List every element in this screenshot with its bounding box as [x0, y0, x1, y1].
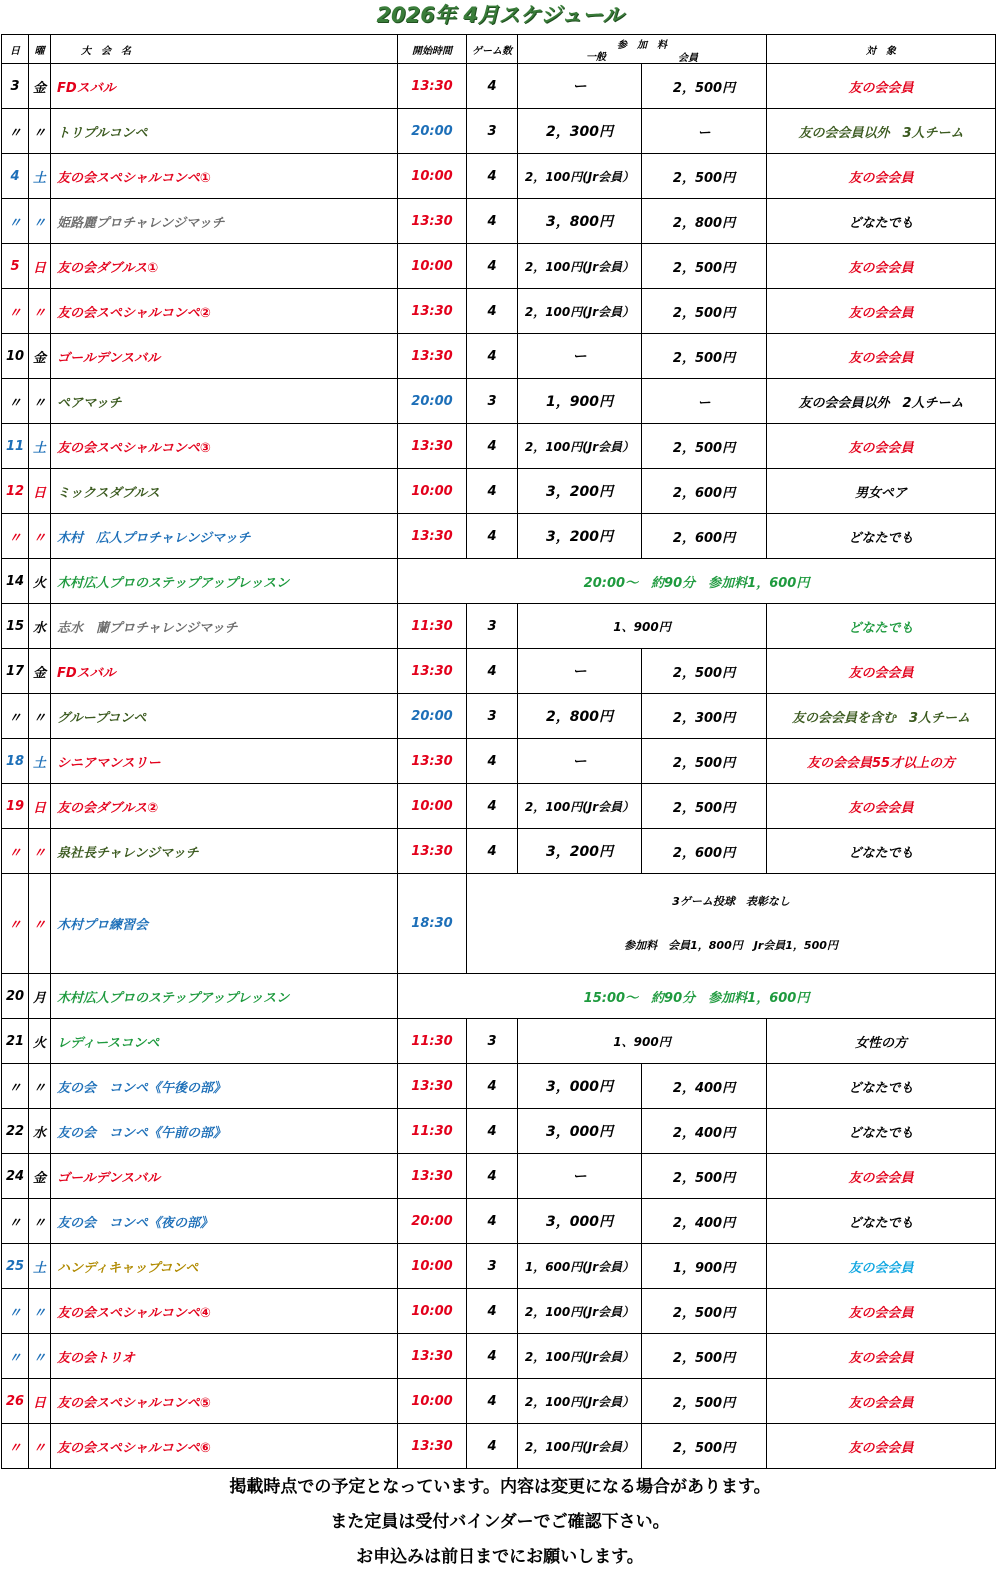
fee-member-cell: 2，600円	[642, 829, 767, 874]
start-time-cell: 10:00	[398, 1379, 467, 1424]
weekday-cell: 水	[29, 1109, 51, 1154]
day-cell: 〃	[2, 109, 29, 154]
weekday-cell: 日	[29, 244, 51, 289]
event-name-cell: 志水 蘭プロチャレンジマッチ	[51, 604, 398, 649]
start-time-cell: 10:00	[398, 1289, 467, 1334]
event-name-cell: 友の会スペシャルコンペ③	[51, 424, 398, 469]
weekday-cell: 〃	[29, 109, 51, 154]
start-time-cell: 10:00	[398, 154, 467, 199]
weekday-cell: 〃	[29, 199, 51, 244]
table-row	[2, 334, 996, 379]
day-cell: 〃	[2, 514, 29, 559]
fee-general-cell: 2，100円(Jr会員）	[518, 1424, 642, 1469]
start-time-cell: 13:30	[398, 1154, 467, 1199]
games-cell: 4	[467, 1424, 518, 1469]
target-cell: 女性の方	[767, 1019, 996, 1064]
start-time-cell: 18:30	[398, 874, 467, 974]
target-cell: どなたでも	[767, 1199, 996, 1244]
fee-general-cell: ー	[518, 1154, 642, 1199]
weekday-cell: 日	[29, 469, 51, 514]
header-target: 対 象	[767, 35, 996, 64]
day-cell: 〃	[2, 1424, 29, 1469]
weekday-cell: 土	[29, 424, 51, 469]
day-cell: 18	[2, 739, 29, 784]
fee-general-cell: 2，100円(Jr会員）	[518, 784, 642, 829]
table-row	[2, 244, 996, 289]
table-row	[2, 469, 996, 514]
games-cell: 4	[467, 1199, 518, 1244]
schedule-rows	[2, 64, 996, 1469]
day-cell: 24	[2, 1154, 29, 1199]
table-row	[2, 694, 996, 739]
start-time-cell: 20:00	[398, 109, 467, 154]
target-cell: どなたでも	[767, 1109, 996, 1154]
table-row	[2, 1289, 996, 1334]
games-cell: 4	[467, 1064, 518, 1109]
start-time-cell: 13:30	[398, 739, 467, 784]
start-time-cell: 10:00	[398, 244, 467, 289]
games-cell: 4	[467, 1334, 518, 1379]
day-cell: 〃	[2, 694, 29, 739]
fee-general-cell: ー	[518, 64, 642, 109]
event-name-cell: 友の会スペシャルコンペ①	[51, 154, 398, 199]
day-cell: 5	[2, 244, 29, 289]
start-time-cell: 13:30	[398, 289, 467, 334]
day-cell: 20	[2, 974, 29, 1019]
day-cell: 〃	[2, 1199, 29, 1244]
fee-general-cell: ー	[518, 649, 642, 694]
start-time-cell: 13:30	[398, 829, 467, 874]
table-row	[2, 874, 996, 974]
fee-general-cell: 3，200円	[518, 829, 642, 874]
games-cell: 4	[467, 199, 518, 244]
fee-member-cell: 2，300円	[642, 694, 767, 739]
event-name-cell: 木村広人プロのステップアップレッスン	[51, 559, 398, 604]
fee-member-cell: 2，500円	[642, 289, 767, 334]
fee-general-cell: 2，100円(Jr会員）	[518, 424, 642, 469]
day-cell: 11	[2, 424, 29, 469]
games-cell: 4	[467, 739, 518, 784]
fee-general-cell: 2，100円(Jr会員）	[518, 154, 642, 199]
event-name-cell: 友の会 コンペ《夜の部》	[51, 1199, 398, 1244]
target-cell: どなたでも	[767, 1064, 996, 1109]
fee-general-cell: ー	[518, 739, 642, 784]
target-cell: 友の会会員を含む 3人チーム	[767, 694, 996, 739]
games-cell: 4	[467, 469, 518, 514]
header-fee-member: 会員	[678, 53, 698, 64]
games-cell: 4	[467, 829, 518, 874]
fee-cell: 1、900円	[518, 604, 767, 649]
table-row	[2, 1334, 996, 1379]
weekday-cell: 火	[29, 1019, 51, 1064]
fee-member-cell: 2，500円	[642, 784, 767, 829]
day-cell: 〃	[2, 1064, 29, 1109]
fee-member-cell: 2，400円	[642, 1064, 767, 1109]
table-row	[2, 199, 996, 244]
target-cell: 友の会会員	[767, 154, 996, 199]
table-row	[2, 739, 996, 784]
table-row	[2, 109, 996, 154]
day-cell: 〃	[2, 199, 29, 244]
fee-general-cell: 3，000円	[518, 1064, 642, 1109]
fee-general-cell: 3，000円	[518, 1199, 642, 1244]
spacer	[467, 913, 995, 935]
games-cell: 3	[467, 379, 518, 424]
header-fee-title: 参 加 料	[617, 40, 667, 51]
fee-member-cell: 2，800円	[642, 199, 767, 244]
start-time-cell: 13:30	[398, 64, 467, 109]
note-line-3: お申込みは前日までにお願いします。	[356, 1547, 644, 1567]
event-name-cell: シニアマンスリー	[51, 739, 398, 784]
weekday-cell: 〃	[29, 829, 51, 874]
fee-member-cell: 2，500円	[642, 334, 767, 379]
games-cell: 4	[467, 1154, 518, 1199]
day-cell: 〃	[2, 379, 29, 424]
event-name-cell: ゴールデンスバル	[51, 334, 398, 379]
target-cell: どなたでも	[767, 199, 996, 244]
fee-general-cell: 3，200円	[518, 514, 642, 559]
lesson-info-cell: 15:00～ 約90分 参加料1，600円	[398, 974, 996, 1019]
event-name-cell: ハンディキャップコンペ	[51, 1244, 398, 1289]
fee-member-cell: ー	[642, 379, 767, 424]
practice-note-2: 参加料 会員1，800円 Jr会員1，500円	[624, 938, 838, 952]
fee-member-cell: 2，500円	[642, 1334, 767, 1379]
header-fee	[518, 35, 767, 64]
fee-member-cell: 2，500円	[642, 1289, 767, 1334]
games-cell: 4	[467, 424, 518, 469]
event-name-cell: ゴールデンスバル	[51, 1154, 398, 1199]
fee-general-cell: 2，800円	[518, 694, 642, 739]
weekday-cell: 〃	[29, 514, 51, 559]
fee-general-cell: 2，300円	[518, 109, 642, 154]
games-cell: 4	[467, 334, 518, 379]
event-name-cell: FDスバル	[51, 64, 398, 109]
weekday-cell: 月	[29, 974, 51, 1019]
weekday-cell: 〃	[29, 289, 51, 334]
games-cell: 3	[467, 1019, 518, 1064]
weekday-cell: 〃	[29, 1334, 51, 1379]
fee-general-cell: ー	[518, 334, 642, 379]
target-cell: 友の会会員	[767, 64, 996, 109]
start-time-cell: 10:00	[398, 469, 467, 514]
day-cell: 〃	[2, 289, 29, 334]
day-cell: 〃	[2, 874, 29, 974]
day-cell: 〃	[2, 1334, 29, 1379]
games-cell: 4	[467, 514, 518, 559]
games-cell: 4	[467, 64, 518, 109]
fee-general-cell: 2，100円(Jr会員）	[518, 1334, 642, 1379]
target-cell: どなたでも	[767, 829, 996, 874]
games-cell: 4	[467, 1289, 518, 1334]
weekday-cell: 〃	[29, 1199, 51, 1244]
schedule-table	[1, 34, 996, 1469]
target-cell: どなたでも	[767, 604, 996, 649]
day-cell: 3	[2, 64, 29, 109]
table-row	[2, 1109, 996, 1154]
games-cell: 4	[467, 154, 518, 199]
fee-member-cell: 2，500円	[642, 424, 767, 469]
table-row	[2, 1379, 996, 1424]
event-name-cell: 友の会スペシャルコンペ②	[51, 289, 398, 334]
event-name-cell: 姫路麗プロチャレンジマッチ	[51, 199, 398, 244]
start-time-cell: 20:00	[398, 694, 467, 739]
games-cell: 4	[467, 244, 518, 289]
event-name-cell: 友の会 コンペ《午前の部》	[51, 1109, 398, 1154]
start-time-cell: 13:30	[398, 334, 467, 379]
weekday-cell: 〃	[29, 694, 51, 739]
start-time-cell: 11:30	[398, 1109, 467, 1154]
weekday-cell: 〃	[29, 1424, 51, 1469]
table-row	[2, 1424, 996, 1469]
target-cell: 友の会会員	[767, 1244, 996, 1289]
games-cell: 4	[467, 289, 518, 334]
table-row	[2, 379, 996, 424]
fee-member-cell: 2，500円	[642, 649, 767, 694]
note-line-2: また定員は受付バインダーでご確認下さい。	[330, 1512, 670, 1532]
fee-general-cell: 3，200円	[518, 469, 642, 514]
weekday-cell: 火	[29, 559, 51, 604]
event-name-cell: 友の会 コンペ《午後の部》	[51, 1064, 398, 1109]
fee-member-cell: 2，500円	[642, 64, 767, 109]
start-time-cell: 13:30	[398, 1334, 467, 1379]
header-fee-general: 一般	[586, 52, 606, 63]
practice-info-cell	[467, 874, 996, 974]
day-cell: 25	[2, 1244, 29, 1289]
weekday-cell: 水	[29, 604, 51, 649]
table-row	[2, 604, 996, 649]
event-name-cell: 木村 広人プロチャレンジマッチ	[51, 514, 398, 559]
target-cell: 友の会会員	[767, 649, 996, 694]
day-cell: 4	[2, 154, 29, 199]
start-time-cell: 10:00	[398, 784, 467, 829]
day-cell: 〃	[2, 829, 29, 874]
event-name-cell: ペアマッチ	[51, 379, 398, 424]
day-cell: 10	[2, 334, 29, 379]
games-cell: 4	[467, 649, 518, 694]
target-cell: 友の会会員	[767, 1379, 996, 1424]
weekday-cell: 金	[29, 334, 51, 379]
table-row	[2, 974, 996, 1019]
start-time-cell: 13:30	[398, 199, 467, 244]
event-name-cell: 友の会ダブルス①	[51, 244, 398, 289]
event-name-cell: 泉社長チャレンジマッチ	[51, 829, 398, 874]
event-name-cell: トリプルコンペ	[51, 109, 398, 154]
event-name-cell: 友の会ダブルス②	[51, 784, 398, 829]
event-name-cell: FDスバル	[51, 649, 398, 694]
games-cell: 3	[467, 604, 518, 649]
notes	[0, 1470, 1000, 1575]
day-cell: 19	[2, 784, 29, 829]
table-row	[2, 64, 996, 109]
header-start-time: 開始時間	[398, 35, 467, 64]
fee-member-cell: ー	[642, 109, 767, 154]
weekday-cell: 〃	[29, 379, 51, 424]
table-row	[2, 829, 996, 874]
fee-member-cell: 2，600円	[642, 469, 767, 514]
start-time-cell: 11:30	[398, 1019, 467, 1064]
target-cell: 友の会会員以外 2人チーム	[767, 379, 996, 424]
start-time-cell: 13:30	[398, 424, 467, 469]
start-time-cell: 13:30	[398, 1064, 467, 1109]
target-cell: 友の会会員	[767, 1154, 996, 1199]
target-cell: 友の会会員	[767, 784, 996, 829]
table-row	[2, 1019, 996, 1064]
page-title: 2026年 4月スケジュール	[376, 3, 624, 27]
event-name-cell: ミックスダブルス	[51, 469, 398, 514]
event-name-cell: 木村広人プロのステップアップレッスン	[51, 974, 398, 1019]
fee-general-cell: 1，900円	[518, 379, 642, 424]
start-time-cell: 11:30	[398, 604, 467, 649]
table-row	[2, 649, 996, 694]
start-time-cell: 10:00	[398, 1244, 467, 1289]
practice-note-1: 3ゲーム投球 表彰なし	[672, 894, 790, 908]
table-row	[2, 514, 996, 559]
weekday-cell: 土	[29, 1244, 51, 1289]
target-cell: 友の会会員	[767, 334, 996, 379]
weekday-cell: 〃	[29, 1289, 51, 1334]
event-name-cell: 友の会トリオ	[51, 1334, 398, 1379]
table-row	[2, 559, 996, 604]
target-cell: 友の会会員	[767, 289, 996, 334]
start-time-cell: 13:30	[398, 1424, 467, 1469]
target-cell: どなたでも	[767, 514, 996, 559]
games-cell: 4	[467, 784, 518, 829]
games-cell: 3	[467, 1244, 518, 1289]
table-row	[2, 784, 996, 829]
weekday-cell: 土	[29, 739, 51, 784]
target-cell: 友の会会員55才以上の方	[767, 739, 996, 784]
event-name-cell: 友の会スペシャルコンペ④	[51, 1289, 398, 1334]
fee-member-cell: 2，500円	[642, 1154, 767, 1199]
day-cell: 21	[2, 1019, 29, 1064]
lesson-info-cell: 20:00～ 約90分 参加料1，600円	[398, 559, 996, 604]
day-cell: 26	[2, 1379, 29, 1424]
start-time-cell: 13:30	[398, 649, 467, 694]
fee-member-cell: 2，400円	[642, 1109, 767, 1154]
target-cell: 友の会会員	[767, 424, 996, 469]
day-cell: 17	[2, 649, 29, 694]
fee-general-cell: 2，100円(Jr会員）	[518, 1379, 642, 1424]
fee-general-cell: 2，100円(Jr会員）	[518, 1289, 642, 1334]
fee-general-cell: 2，100円(Jr会員）	[518, 289, 642, 334]
header-weekday: 曜	[29, 35, 51, 64]
target-cell: 男女ペア	[767, 469, 996, 514]
target-cell: 友の会会員	[767, 1334, 996, 1379]
table-row	[2, 424, 996, 469]
day-cell: 〃	[2, 1289, 29, 1334]
fee-general-cell: 3，000円	[518, 1109, 642, 1154]
header-games: ゲーム数	[467, 35, 518, 64]
event-name-cell: 友の会スペシャルコンペ⑤	[51, 1379, 398, 1424]
table-row	[2, 1154, 996, 1199]
day-cell: 22	[2, 1109, 29, 1154]
fee-member-cell: 2，500円	[642, 244, 767, 289]
games-cell: 3	[467, 694, 518, 739]
fee-general-cell: 2，100円(Jr会員）	[518, 244, 642, 289]
start-time-cell: 13:30	[398, 514, 467, 559]
fee-general-cell: 3，800円	[518, 199, 642, 244]
target-cell: 友の会会員	[767, 1424, 996, 1469]
table-row	[2, 289, 996, 334]
day-cell: 14	[2, 559, 29, 604]
event-name-cell: 木村プロ練習会	[51, 874, 398, 974]
fee-member-cell: 2，600円	[642, 514, 767, 559]
fee-cell: 1、900円	[518, 1019, 767, 1064]
weekday-cell: 日	[29, 784, 51, 829]
day-cell: 12	[2, 469, 29, 514]
event-name-cell: レディースコンペ	[51, 1019, 398, 1064]
note-line-1: 掲載時点での予定となっています。内容は変更になる場合があります。	[229, 1477, 771, 1497]
table-header	[2, 35, 996, 64]
fee-member-cell: 2，500円	[642, 154, 767, 199]
start-time-cell: 20:00	[398, 1199, 467, 1244]
games-cell: 3	[467, 109, 518, 154]
fee-member-cell: 2，500円	[642, 1379, 767, 1424]
weekday-cell: 〃	[29, 1064, 51, 1109]
weekday-cell: 土	[29, 154, 51, 199]
target-cell: 友の会会員	[767, 244, 996, 289]
fee-general-cell: 1，600円(Jr会員）	[518, 1244, 642, 1289]
weekday-cell: 金	[29, 64, 51, 109]
header-event-name: 大 会 名	[51, 35, 398, 64]
table-row	[2, 1244, 996, 1289]
table-row	[2, 1199, 996, 1244]
target-cell: 友の会会員以外 3人チーム	[767, 109, 996, 154]
fee-member-cell: 2，400円	[642, 1199, 767, 1244]
games-cell: 4	[467, 1379, 518, 1424]
fee-member-cell: 2，500円	[642, 739, 767, 784]
start-time-cell: 20:00	[398, 379, 467, 424]
fee-member-cell: 2，500円	[642, 1424, 767, 1469]
fee-member-cell: 1，900円	[642, 1244, 767, 1289]
weekday-cell: 〃	[29, 874, 51, 974]
table-row	[2, 1064, 996, 1109]
weekday-cell: 日	[29, 1379, 51, 1424]
weekday-cell: 金	[29, 649, 51, 694]
event-name-cell: 友の会スペシャルコンペ⑥	[51, 1424, 398, 1469]
day-cell: 15	[2, 604, 29, 649]
weekday-cell: 金	[29, 1154, 51, 1199]
table-row	[2, 154, 996, 199]
target-cell: 友の会会員	[767, 1289, 996, 1334]
event-name-cell: グループコンペ	[51, 694, 398, 739]
header-day: 日	[2, 35, 29, 64]
games-cell: 4	[467, 1109, 518, 1154]
